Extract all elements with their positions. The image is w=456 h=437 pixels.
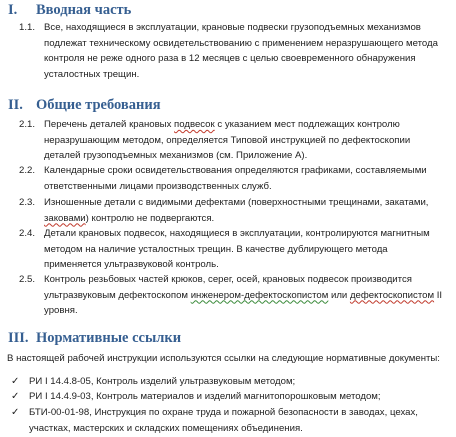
item-text: Перечень деталей крановых подвесок с указанием мест подлежащих контролю неразрушающим методом, определяется Типовой инструкцией по дефектоскопии деталей грузоподъемных механизмов (см. Приложение А). [44, 119, 411, 162]
list-item [19, 20, 447, 82]
reference-item [11, 405, 451, 436]
section-title: Общие требования [36, 97, 161, 113]
section-title: Вводная часть [36, 2, 132, 18]
spellcheck-flag: заковами [44, 212, 86, 224]
section-number: III. [8, 330, 29, 346]
list-item [19, 117, 447, 164]
spellcheck-flag: инженером-дефектоскопистом [190, 289, 329, 301]
item-number: 2.2. [19, 165, 36, 176]
section-heading-intro [8, 2, 131, 19]
section-number: I. [8, 2, 18, 18]
reference-item [11, 374, 451, 390]
reference-text: РИ I 14.4.9-03, Контроль материалов и изделий магнитопорошковым методом; [29, 391, 381, 402]
item-text: Все, находящиеся в эксплуатации, крановые подвески грузоподъемных механизмов подлежат техническому освидетельствованию с применением неразрушающего метода контроля не реже одного раза в 12 месяцев с целью своевременного обнаружения усталостных трещин. [44, 22, 438, 80]
item-number: 2.4. [19, 228, 36, 239]
reference-text: БТИ-00-01-98, Инструкция по охране труда и пожарной безопасности в заводах, цехах, участках, мастерских и складских помещениях объединения. [29, 407, 418, 434]
item-number: 2.5. [19, 274, 36, 285]
spellcheck-flag: дефектоскопистом [349, 289, 435, 301]
item-number: 1.1. [19, 22, 36, 33]
item-text: Изношенные детали с видимыми дефектами (поверхностными трещинами, закатами, заковами) контролю не подвергаются. [44, 197, 429, 224]
reference-item [11, 389, 451, 405]
item-number: 2.1. [19, 119, 36, 130]
list-item [19, 195, 447, 226]
section-number: II. [8, 97, 23, 113]
section-heading-references [8, 330, 181, 347]
checkmark-icon: ✓ [11, 391, 20, 402]
item-number: 2.3. [19, 197, 36, 208]
references-intro: В настоящей рабочей инструкции используются ссылки на следующие нормативные документы: [7, 353, 440, 364]
list-item [19, 226, 447, 273]
spellcheck-flag: подвесок [174, 119, 215, 130]
item-text: Контроль резьбовых частей крюков, серег, осей, крановых подвесок производится ультразвуковым дефектоскопом инженером-дефектоскопистом или дефектоскопистом II уровня. [44, 274, 443, 317]
item-text: Детали крановых подвесок, находящиеся в эксплуатации, контролируются магнитным методом на наличие усталостных трещин. В качестве дублирующего метода применяется ультразвуковой контроль. [44, 228, 430, 271]
checkmark-icon: ✓ [11, 407, 20, 418]
list-item [19, 163, 447, 194]
reference-text: РИ I 14.4.8-05, Контроль изделий ультразвуковым методом; [29, 376, 296, 387]
checkmark-icon: ✓ [11, 376, 20, 387]
section-title: Нормативные ссылки [36, 330, 182, 346]
item-text: Календарные сроки освидетельствования определяются графиками, составляемыми ответственными лицами производственных служб. [44, 165, 427, 192]
list-item [19, 272, 447, 319]
section-heading-general [8, 97, 161, 114]
